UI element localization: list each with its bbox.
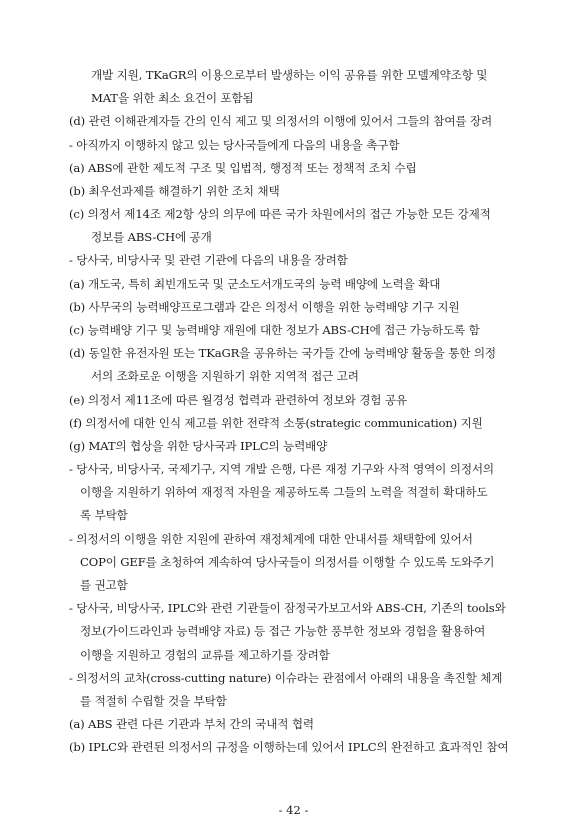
text-line: 정보(가이드라인과 능력배양 자료) 등 접근 가능한 풍부한 정보와 경험을 활용하여	[80, 624, 486, 639]
text-line: 정보를 ABS-CH에 공개	[91, 230, 212, 245]
text-line: (b) IPLC와 관련된 의정서의 규정을 이행하는데 있어서 IPLC의 완전하고 효과적인 참여	[69, 740, 509, 755]
text-line: (f) 의정서에 대한 인식 제고를 위한 전략적 소통(strategic communication) 지원	[69, 415, 483, 430]
text-line: (c) 의정서 제14조 제2항 상의 의무에 따른 국가 차원에서의 접근 가능한 모든 강제적	[69, 207, 491, 222]
text-line: (d) 동일한 유전자원 또는 TKaGR을 공유하는 국가들 간에 능력배양 활동을 통한 의정	[69, 346, 496, 361]
text-line: - 당사국, 비당사국, 국제기구, 지역 개발 은행, 다른 재정 기구와 사적 영역이 의정서의	[69, 462, 494, 477]
text-line: 를 적절히 수립할 것을 부탁함	[80, 693, 227, 708]
text-line: (b) 사무국의 능력배양프로그램과 같은 의정서 이행을 위한 능력배양 기구 지원	[69, 299, 460, 314]
text-line: - 의정서의 교차(cross-cutting nature) 이슈라는 관점에서 아래의 내용을 촉진할 체계	[69, 670, 503, 685]
text-line: 록 부탁함	[80, 508, 128, 523]
text-line: (c) 능력배양 기구 및 능력배양 재원에 대한 정보가 ABS-CH에 접근 가능하도록 함	[69, 322, 480, 337]
text-line: - 당사국, 비당사국, IPLC와 관련 기관들이 잠정국가보고서와 ABS-CH, 기존의 tools와	[69, 601, 506, 616]
text-line: (e) 의정서 제11조에 따른 월경성 협력과 관련하여 정보와 경험 공유	[69, 392, 407, 407]
text-line: - 의정서의 이행을 위한 지원에 관하여 재정체계에 대한 안내서를 채택함에 있어서	[69, 531, 473, 546]
text-line: 이행을 지원하고 경험의 교류를 제고하기를 장려함	[80, 647, 330, 662]
text-line: (d) 관련 이해관계자들 간의 인식 제고 및 의정서의 이행에 있어서 그들의 참여를 장려	[69, 114, 493, 129]
text-line: (a) ABS 관련 다른 기관과 부처 간의 국내적 협력	[69, 717, 314, 732]
text-line: 이행을 지원하기 위하여 재정적 자원을 제공하도록 그들의 노력을 적절히 확대하도	[80, 485, 488, 500]
text-line: (a) ABS에 관한 제도적 구조 및 입법적, 행정적 또는 정책적 조치 수립	[69, 160, 417, 175]
text-line: (b) 최우선과제를 해결하기 위한 조치 채택	[69, 183, 280, 198]
text-line: COP이 GEF를 초청하여 계속하여 당사국들이 의정서를 이행할 수 있도록 도와주기	[80, 554, 495, 569]
text-line: (a) 개도국, 특히 최빈개도국 및 군소도서개도국의 능력 배양에 노력을 확대	[69, 276, 441, 291]
text-line: - 당사국, 비당사국 및 관련 기관에 다음의 내용을 장려함	[69, 253, 348, 268]
text-line: 를 권고함	[80, 577, 128, 592]
text-line: 개발 지원, TKaGR의 이용으로부터 발생하는 이익 공유를 위한 모델계약조항 및	[91, 68, 488, 82]
text-line: (g) MAT의 협상을 위한 당사국과 IPLC의 능력배양	[69, 438, 328, 453]
page-number: - 42 -	[278, 803, 309, 817]
text-line: 서의 조화로운 이행을 지원하기 위한 지역적 접근 고려	[91, 369, 359, 384]
text-line: - 아직까지 이행하지 않고 있는 당사국들에게 다음의 내용을 촉구함	[69, 137, 400, 152]
text-line: MAT을 위한 최소 요건이 포함됨	[91, 91, 254, 106]
